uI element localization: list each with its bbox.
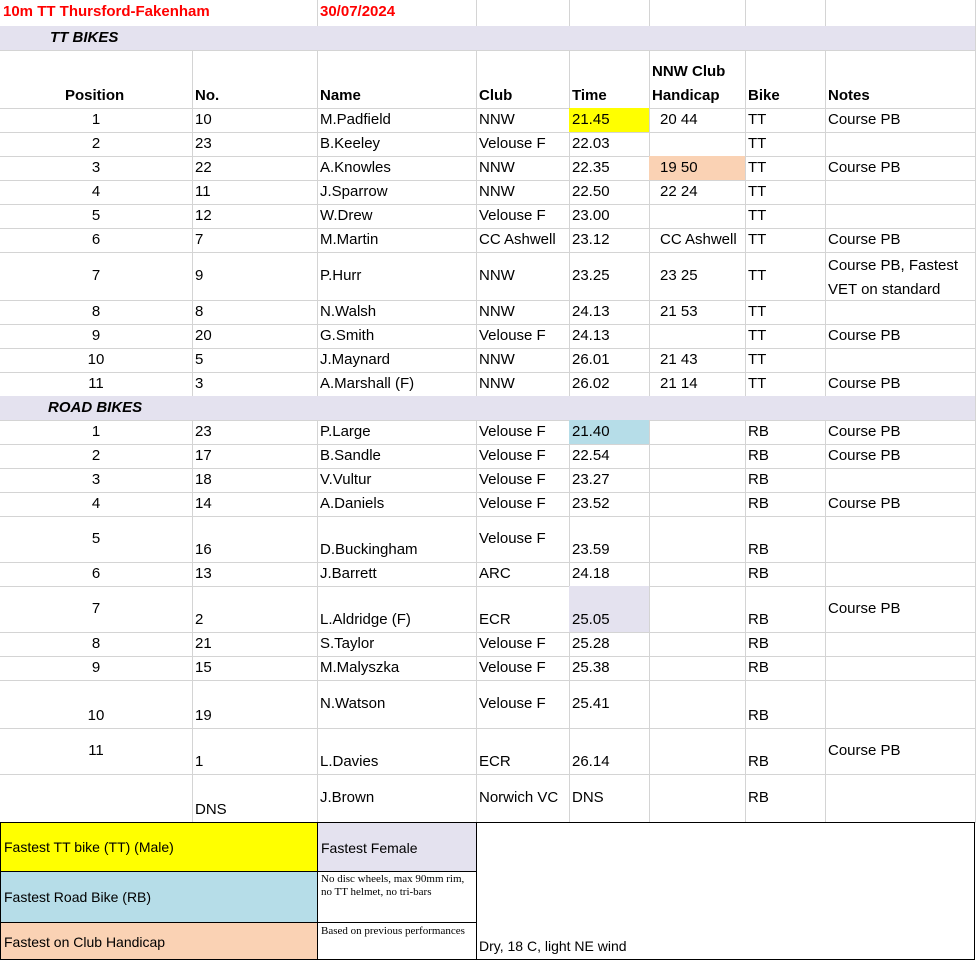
- road-no: 2: [192, 586, 318, 633]
- tt-notes: Course PB, Fastest VET on standard: [825, 252, 976, 301]
- road-handicap: [649, 728, 746, 775]
- road-club: Velouse F: [476, 468, 570, 493]
- column-header-no: No.: [192, 50, 318, 109]
- road-name: B.Sandle: [317, 444, 477, 469]
- road-club: Norwich VC: [476, 774, 570, 823]
- weather-note: Dry, 18 C, light NE wind: [479, 938, 627, 954]
- road-time: 24.18: [569, 562, 650, 587]
- tt-club: Velouse F: [476, 204, 570, 229]
- road-time: 23.59: [569, 516, 650, 563]
- road-bike: RB: [745, 632, 826, 657]
- tt-no: 3: [192, 372, 318, 397]
- tt-notes: Course PB: [825, 372, 976, 397]
- road-notes: [825, 680, 976, 729]
- road-position: 7: [0, 586, 193, 633]
- tt-name: A.Marshall (F): [317, 372, 477, 397]
- road-club: ECR: [476, 728, 570, 775]
- road-position: 9: [0, 656, 193, 681]
- road-time: 25.41: [569, 680, 650, 729]
- road-notes: [825, 656, 976, 681]
- tt-time: 23.00: [569, 204, 650, 229]
- empty-cell: [476, 0, 570, 27]
- tt-name: A.Knowles: [317, 156, 477, 181]
- section-band-cell: [649, 26, 746, 51]
- road-notes: [825, 562, 976, 587]
- road-name: L.Davies: [317, 728, 477, 775]
- section-tt-bikes: TT BIKES: [0, 26, 193, 51]
- road-no: 21: [192, 632, 318, 657]
- road-position: 8: [0, 632, 193, 657]
- tt-notes: Course PB: [825, 228, 976, 253]
- tt-name: M.Padfield: [317, 108, 477, 133]
- tt-handicap: 23 25: [649, 252, 746, 301]
- section-band-cell: [476, 26, 570, 51]
- tt-no: 10: [192, 108, 318, 133]
- column-header-name: Name: [317, 50, 477, 109]
- column-header-position: Position: [0, 50, 193, 109]
- road-name: J.Barrett: [317, 562, 477, 587]
- road-no: 1: [192, 728, 318, 775]
- tt-notes: [825, 132, 976, 157]
- tt-bike: TT: [745, 228, 826, 253]
- tt-club: NNW: [476, 348, 570, 373]
- road-handicap: [649, 632, 746, 657]
- section-band-cell: [569, 396, 650, 421]
- section-band-cell: [192, 26, 318, 51]
- tt-name: J.Sparrow: [317, 180, 477, 205]
- tt-bike: TT: [745, 204, 826, 229]
- road-no: 23: [192, 420, 318, 445]
- tt-handicap: 19 50: [649, 156, 746, 181]
- tt-club: Velouse F: [476, 324, 570, 349]
- tt-notes: [825, 180, 976, 205]
- tt-club: NNW: [476, 372, 570, 397]
- road-club: ARC: [476, 562, 570, 587]
- section-road-bikes: ROAD BIKES: [0, 396, 193, 421]
- tt-club: Velouse F: [476, 132, 570, 157]
- road-bike: RB: [745, 586, 826, 633]
- empty-cell: [745, 0, 826, 27]
- tt-handicap: 22 24: [649, 180, 746, 205]
- legend-fastest-handicap: Fastest on Club Handicap: [0, 922, 318, 960]
- tt-club: NNW: [476, 300, 570, 325]
- tt-handicap: [649, 204, 746, 229]
- section-band-cell: [745, 396, 826, 421]
- road-bike: RB: [745, 774, 826, 823]
- road-time: 23.52: [569, 492, 650, 517]
- road-bike: RB: [745, 420, 826, 445]
- road-name: D.Buckingham: [317, 516, 477, 563]
- road-position: [0, 774, 193, 823]
- tt-time: 23.12: [569, 228, 650, 253]
- tt-no: 7: [192, 228, 318, 253]
- section-band-cell: [825, 396, 976, 421]
- section-band-cell: [476, 396, 570, 421]
- road-bike: RB: [745, 680, 826, 729]
- column-header-handicap: NNW Club Handicap: [649, 50, 746, 109]
- road-no: 18: [192, 468, 318, 493]
- tt-time: 24.13: [569, 324, 650, 349]
- tt-position: 9: [0, 324, 193, 349]
- tt-time: 26.02: [569, 372, 650, 397]
- road-name: S.Taylor: [317, 632, 477, 657]
- tt-club: NNW: [476, 252, 570, 301]
- legend-fastest-female: Fastest Female: [317, 822, 477, 872]
- tt-position: 1: [0, 108, 193, 133]
- tt-time: 22.03: [569, 132, 650, 157]
- road-name: N.Watson: [317, 680, 477, 729]
- tt-no: 12: [192, 204, 318, 229]
- tt-handicap: CC Ashwell: [649, 228, 746, 253]
- tt-bike: TT: [745, 348, 826, 373]
- tt-name: W.Drew: [317, 204, 477, 229]
- road-time: 25.05: [569, 586, 650, 633]
- road-position: 2: [0, 444, 193, 469]
- tt-position: 7: [0, 252, 193, 301]
- road-no: 13: [192, 562, 318, 587]
- road-handicap: [649, 774, 746, 823]
- tt-notes: [825, 348, 976, 373]
- road-no: 15: [192, 656, 318, 681]
- road-notes: Course PB: [825, 420, 976, 445]
- tt-position: 6: [0, 228, 193, 253]
- road-bike: RB: [745, 468, 826, 493]
- road-time: 25.28: [569, 632, 650, 657]
- road-name: P.Large: [317, 420, 477, 445]
- tt-name: M.Martin: [317, 228, 477, 253]
- tt-position: 8: [0, 300, 193, 325]
- road-position: 6: [0, 562, 193, 587]
- tt-notes: [825, 300, 976, 325]
- tt-handicap: 21 53: [649, 300, 746, 325]
- road-name: V.Vultur: [317, 468, 477, 493]
- tt-name: N.Walsh: [317, 300, 477, 325]
- road-club: Velouse F: [476, 656, 570, 681]
- tt-time: 22.50: [569, 180, 650, 205]
- road-club: Velouse F: [476, 420, 570, 445]
- tt-name: B.Keeley: [317, 132, 477, 157]
- road-no: DNS: [192, 774, 318, 823]
- tt-position: 4: [0, 180, 193, 205]
- sheet-date: 30/07/2024: [317, 0, 477, 27]
- legend-handicap-basis: Based on previous performances: [317, 922, 477, 960]
- tt-no: 8: [192, 300, 318, 325]
- road-time: 21.40: [569, 420, 650, 445]
- tt-bike: TT: [745, 156, 826, 181]
- road-time: DNS: [569, 774, 650, 823]
- section-band-cell: [569, 26, 650, 51]
- tt-bike: TT: [745, 108, 826, 133]
- tt-position: 10: [0, 348, 193, 373]
- road-notes: Course PB: [825, 444, 976, 469]
- legend-fastest-tt: Fastest TT bike (TT) (Male): [0, 822, 318, 872]
- tt-time: 26.01: [569, 348, 650, 373]
- section-band-cell: [192, 396, 318, 421]
- tt-club: NNW: [476, 180, 570, 205]
- tt-no: 9: [192, 252, 318, 301]
- road-position: 5: [0, 516, 193, 563]
- road-no: 14: [192, 492, 318, 517]
- column-header-notes: Notes: [825, 50, 976, 109]
- column-header-bike: Bike: [745, 50, 826, 109]
- road-no: 19: [192, 680, 318, 729]
- road-bike: RB: [745, 728, 826, 775]
- road-bike: RB: [745, 656, 826, 681]
- road-name: M.Malyszka: [317, 656, 477, 681]
- road-club: ECR: [476, 586, 570, 633]
- tt-bike: TT: [745, 180, 826, 205]
- road-no: 16: [192, 516, 318, 563]
- tt-bike: TT: [745, 252, 826, 301]
- section-band-cell: [317, 396, 477, 421]
- road-club: Velouse F: [476, 444, 570, 469]
- road-time: 25.38: [569, 656, 650, 681]
- section-band-cell: [317, 26, 477, 51]
- road-time: 23.27: [569, 468, 650, 493]
- road-bike: RB: [745, 562, 826, 587]
- legend-fastest-road: Fastest Road Bike (RB): [0, 871, 318, 923]
- road-position: 4: [0, 492, 193, 517]
- tt-position: 11: [0, 372, 193, 397]
- empty-cell: [825, 0, 976, 27]
- tt-handicap: 21 43: [649, 348, 746, 373]
- legend-road-rules: No disc wheels, max 90mm rim, no TT helmet, no tri-bars: [317, 871, 477, 923]
- road-handicap: [649, 516, 746, 563]
- road-club: Velouse F: [476, 492, 570, 517]
- road-handicap: [649, 656, 746, 681]
- tt-time: 23.25: [569, 252, 650, 301]
- road-notes: [825, 516, 976, 563]
- road-time: 26.14: [569, 728, 650, 775]
- tt-position: 3: [0, 156, 193, 181]
- road-handicap: [649, 492, 746, 517]
- tt-club: NNW: [476, 108, 570, 133]
- tt-name: P.Hurr: [317, 252, 477, 301]
- road-bike: RB: [745, 516, 826, 563]
- road-name: J.Brown: [317, 774, 477, 823]
- road-notes: Course PB: [825, 586, 976, 633]
- tt-time: 21.45: [569, 108, 650, 133]
- road-no: 17: [192, 444, 318, 469]
- road-notes: Course PB: [825, 728, 976, 775]
- sheet-title: 10m TT Thursford-Fakenham: [0, 0, 318, 27]
- road-notes: [825, 468, 976, 493]
- tt-time: 24.13: [569, 300, 650, 325]
- road-name: A.Daniels: [317, 492, 477, 517]
- column-header-time: Time: [569, 50, 650, 109]
- road-club: Velouse F: [476, 680, 570, 729]
- tt-handicap: 21 14: [649, 372, 746, 397]
- road-handicap: [649, 680, 746, 729]
- road-bike: RB: [745, 444, 826, 469]
- road-handicap: [649, 586, 746, 633]
- tt-position: 5: [0, 204, 193, 229]
- tt-handicap: [649, 132, 746, 157]
- road-name: L.Aldridge (F): [317, 586, 477, 633]
- tt-no: 20: [192, 324, 318, 349]
- tt-name: J.Maynard: [317, 348, 477, 373]
- road-bike: RB: [745, 492, 826, 517]
- tt-bike: TT: [745, 300, 826, 325]
- tt-bike: TT: [745, 132, 826, 157]
- road-notes: Course PB: [825, 492, 976, 517]
- road-position: 11: [0, 728, 193, 775]
- tt-handicap: [649, 324, 746, 349]
- column-header-club: Club: [476, 50, 570, 109]
- road-position: 3: [0, 468, 193, 493]
- section-band-cell: [825, 26, 976, 51]
- road-notes: [825, 632, 976, 657]
- section-band-cell: [649, 396, 746, 421]
- tt-notes: Course PB: [825, 156, 976, 181]
- road-club: Velouse F: [476, 516, 570, 563]
- empty-cell: [649, 0, 746, 27]
- tt-bike: TT: [745, 372, 826, 397]
- tt-time: 22.35: [569, 156, 650, 181]
- road-notes: [825, 774, 976, 823]
- tt-no: 23: [192, 132, 318, 157]
- section-band-cell: [745, 26, 826, 51]
- empty-cell: [569, 0, 650, 27]
- road-position: 1: [0, 420, 193, 445]
- road-position: 10: [0, 680, 193, 729]
- tt-club: CC Ashwell: [476, 228, 570, 253]
- road-handicap: [649, 468, 746, 493]
- tt-position: 2: [0, 132, 193, 157]
- tt-no: 5: [192, 348, 318, 373]
- tt-club: NNW: [476, 156, 570, 181]
- tt-notes: [825, 204, 976, 229]
- road-club: Velouse F: [476, 632, 570, 657]
- tt-notes: Course PB: [825, 324, 976, 349]
- tt-no: 22: [192, 156, 318, 181]
- tt-bike: TT: [745, 324, 826, 349]
- tt-name: G.Smith: [317, 324, 477, 349]
- road-handicap: [649, 420, 746, 445]
- road-time: 22.54: [569, 444, 650, 469]
- tt-notes: Course PB: [825, 108, 976, 133]
- road-handicap: [649, 562, 746, 587]
- tt-no: 11: [192, 180, 318, 205]
- tt-handicap: 20 44: [649, 108, 746, 133]
- road-handicap: [649, 444, 746, 469]
